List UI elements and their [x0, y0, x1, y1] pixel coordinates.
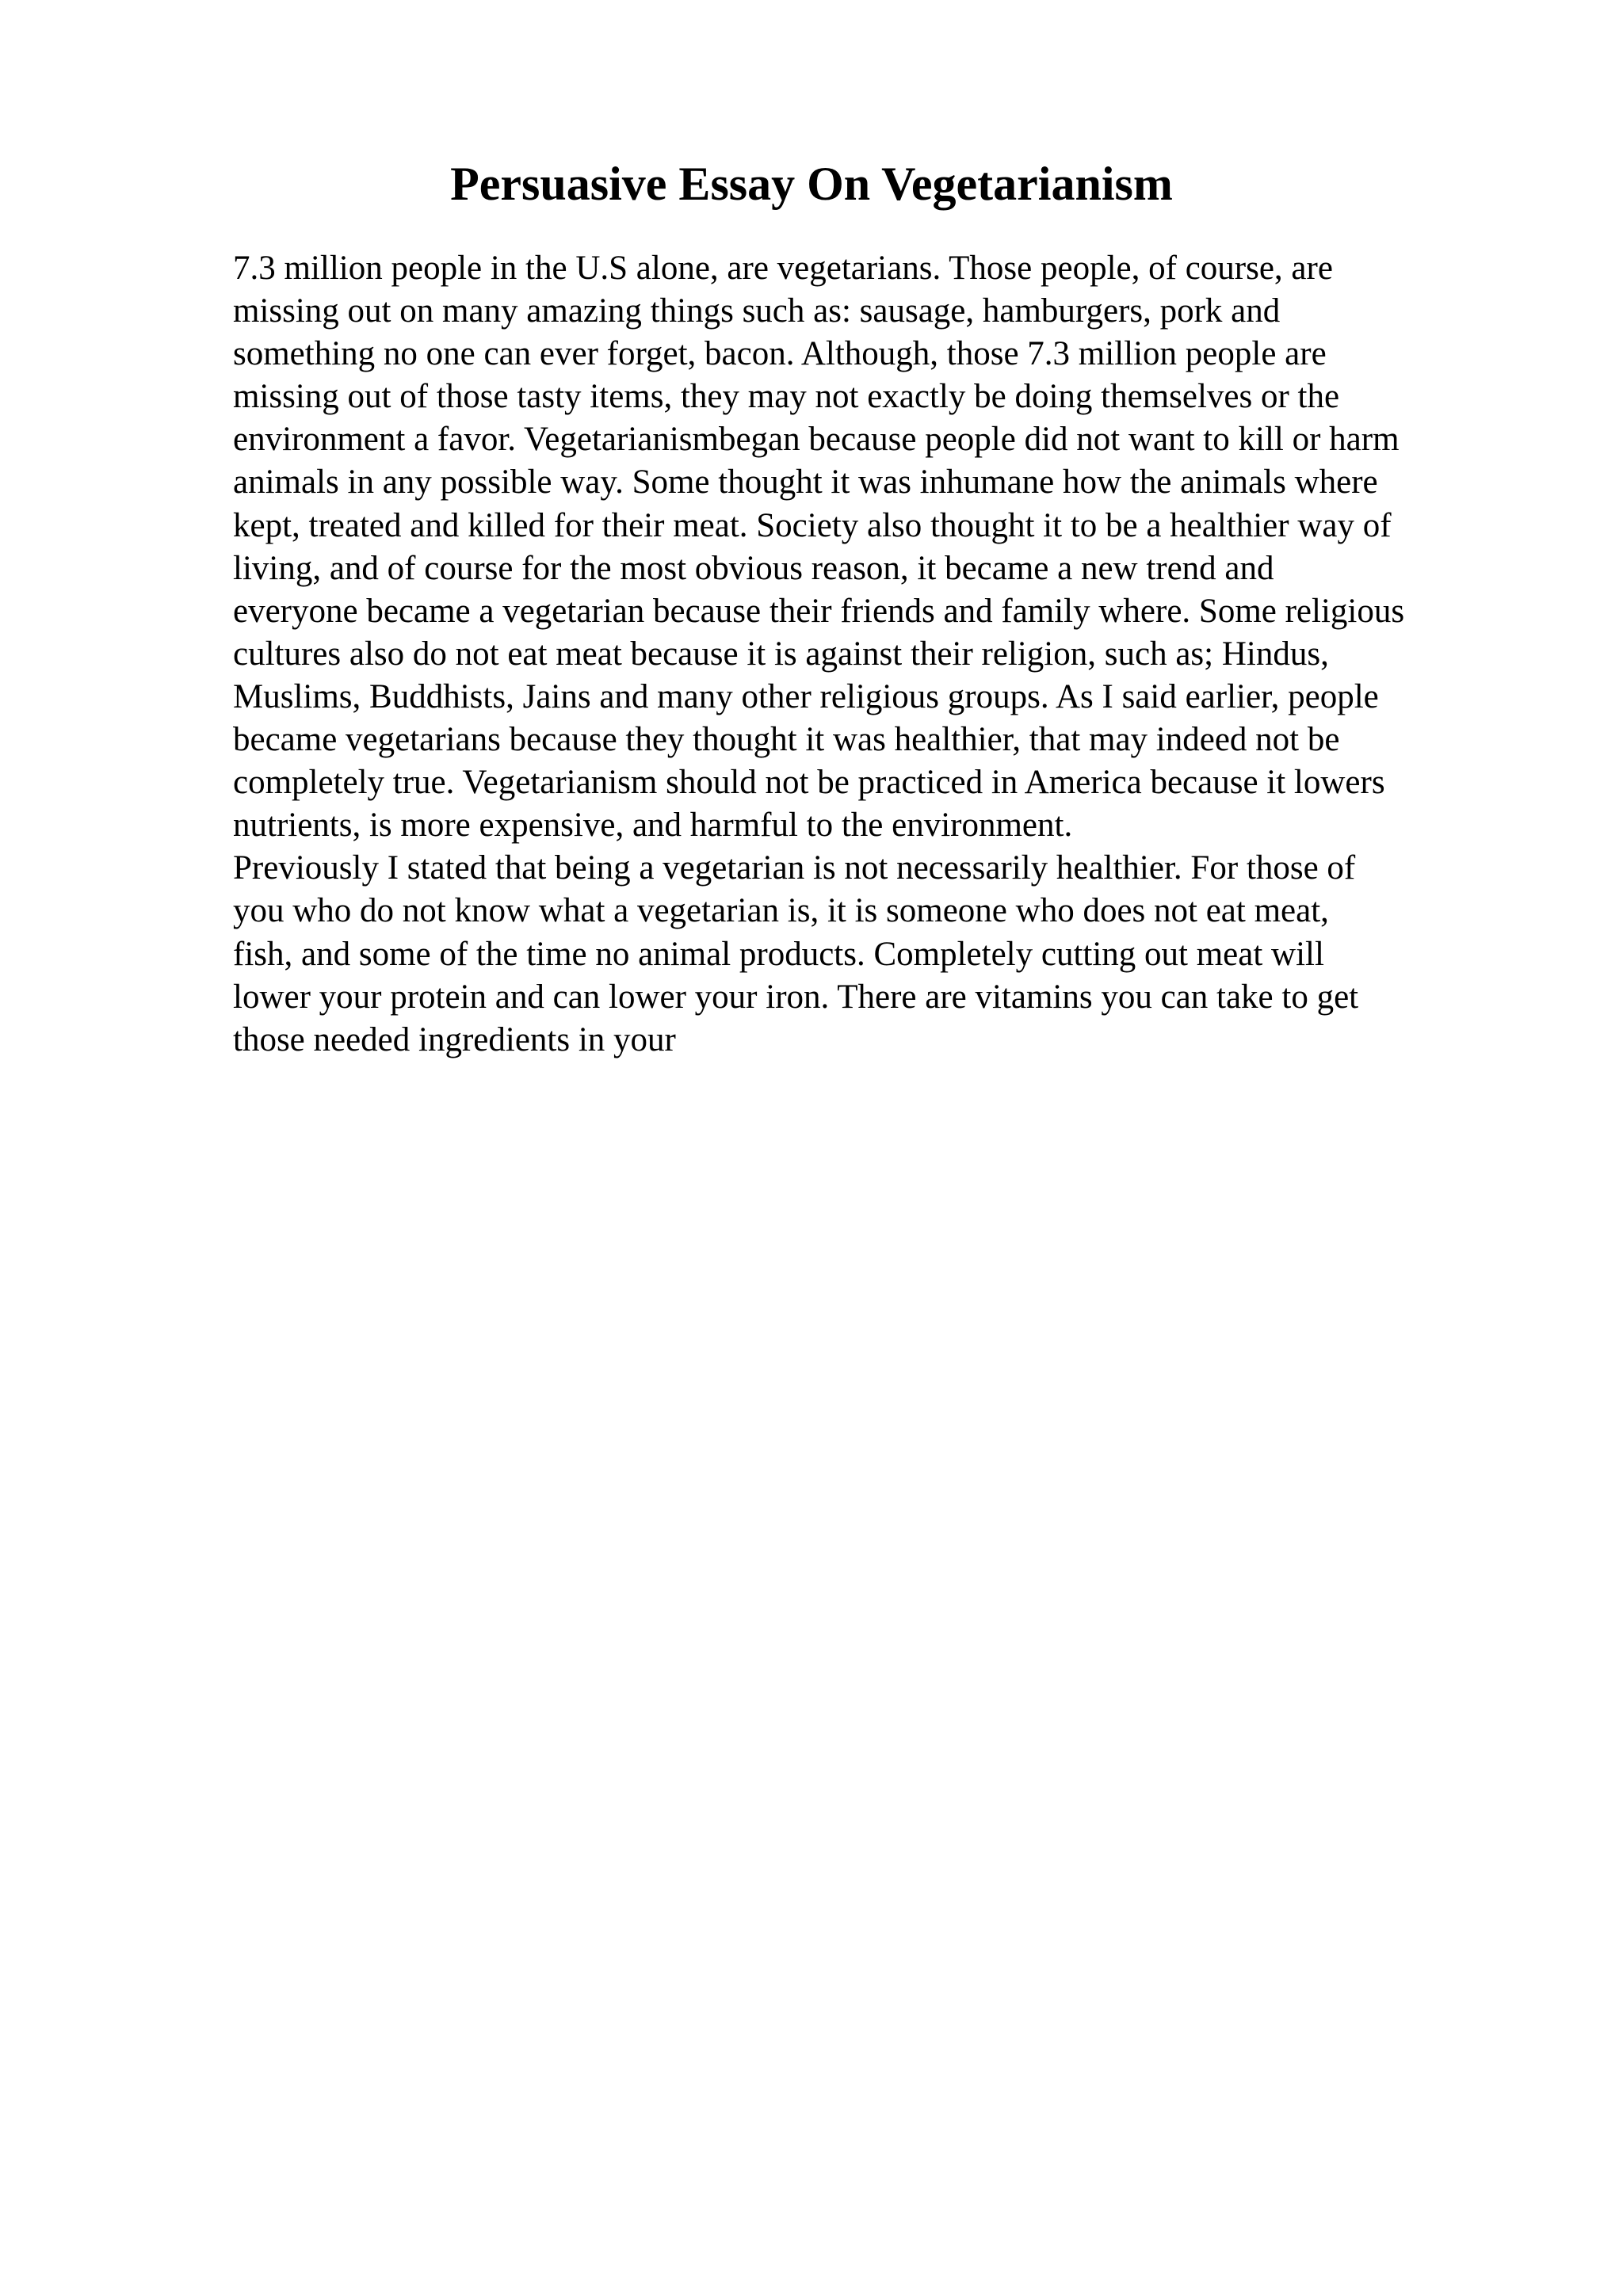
text-line: fish, and some of the time no animal products. Completely cutting out meat will	[233, 935, 1324, 973]
text-line: you who do not know what a vegetarian is, it is someone who does not eat meat,	[233, 892, 1329, 930]
text-line: nutrients, is more expensive, and harmful to the environment.	[233, 807, 1073, 845]
text-line: something no one can ever forget, bacon. Although, those 7.3 million people are	[233, 335, 1327, 373]
essay-body	[233, 247, 1517, 1062]
text-line: lower your protein and can lower your iron. There are vitamins you can take to get	[233, 978, 1359, 1016]
text-line: those needed ingredients in your	[233, 1020, 676, 1058]
text-line: became vegetarians because they thought it was healthier, that may indeed not be	[233, 721, 1340, 759]
text-line: missing out on many amazing things such as: sausage, hamburgers, pork and	[233, 292, 1281, 330]
document-title: Persuasive Essay On Vegetarianism	[450, 158, 1173, 210]
text-line: Previously I stated that being a vegetarian is not necessarily healthier. For those of	[233, 849, 1356, 887]
text-line: Muslims, Buddhists, Jains and many other religious groups. As I said earlier, people	[233, 677, 1379, 715]
text-line: living, and of course for the most obvious reason, it became a new trend and	[233, 549, 1274, 587]
text-line: 7.3 million people in the U.S alone, are vegetarians. Those people, of course, are	[233, 250, 1333, 287]
paragraph-2	[233, 847, 1517, 1061]
text-line: environment a favor. Vegetarianismbegan because people did not want to kill or harm	[233, 421, 1400, 459]
text-line: everyone became a vegetarian because their friends and family where. Some religious	[233, 592, 1405, 630]
text-line: cultures also do not eat meat because it is against their religion, such as; Hindus,	[233, 635, 1329, 673]
text-line: completely true. Vegetarianism should not be practiced in America because it lowers	[233, 764, 1385, 802]
text-line: kept, treated and killed for their meat. Society also thought it to be a healthier way of	[233, 506, 1392, 544]
text-line: animals in any possible way. Some thought it was inhumane how the animals where	[233, 463, 1378, 502]
paragraph-1	[233, 247, 1517, 847]
text-line: missing out of those tasty items, they may not exactly be doing themselves or the	[233, 378, 1340, 416]
